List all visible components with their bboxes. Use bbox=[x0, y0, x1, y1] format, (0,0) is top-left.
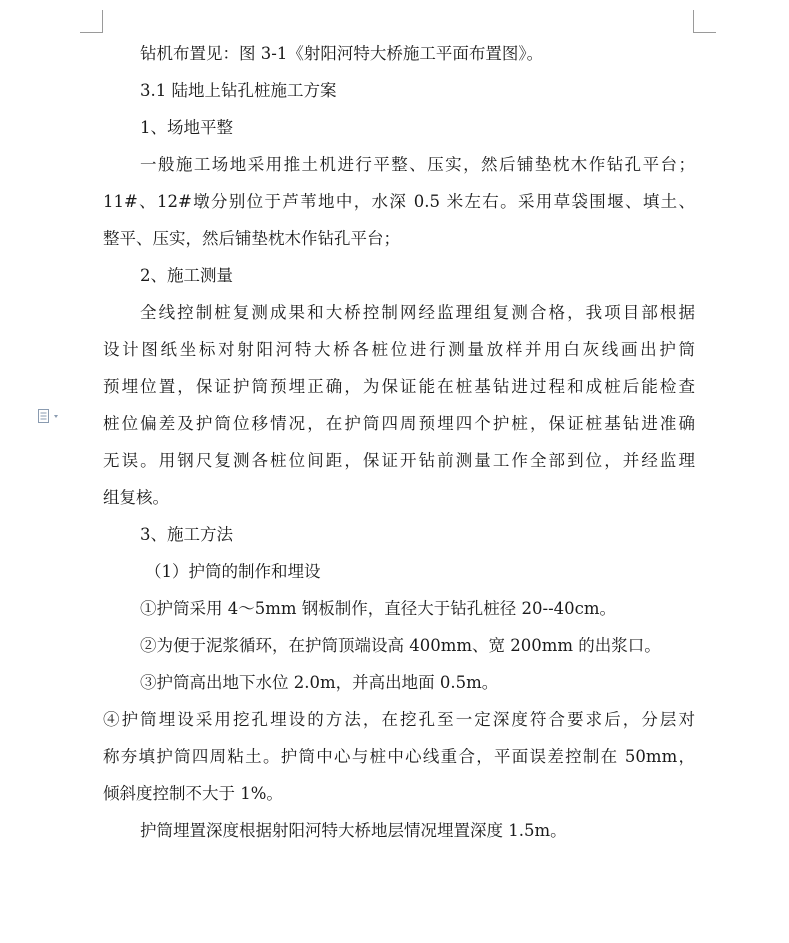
paragraph-survey-line-1: 全线控制桩复测成果和大桥控制网经监理组复测合格，我项目部根据 bbox=[140, 303, 695, 322]
heading-construction-method: 3、施工方法 bbox=[140, 525, 233, 544]
paragraph-survey-line-6: 组复核。 bbox=[103, 488, 169, 507]
item-casing-1: ①护筒采用 4～5mm 钢板制作，直径大于钻孔桩径 20--40cm。 bbox=[140, 599, 617, 618]
paragraph-site-leveling-line-1: 一般施工场地采用推土机进行平整、压实，然后铺垫枕木作钻孔平台； bbox=[140, 155, 695, 174]
item-casing-3: ③护筒高出地下水位 2.0m，并高出地面 0.5m。 bbox=[140, 673, 499, 692]
item-casing-2: ②为便于泥浆循环，在护筒顶端设高 400mm、宽 200mm 的出浆口。 bbox=[140, 636, 661, 655]
paragraph-survey-line-2: 设计图纸坐标对射阳河特大桥各桩位进行测量放样并用白灰线画出护筒 bbox=[103, 340, 695, 359]
paragraph-survey-line-5: 无误。用钢尺复测各桩位间距，保证开钻前测量工作全部到位，并经监理 bbox=[103, 451, 695, 470]
item-casing-4-line-2: 称夯填护筒四周粘土。护筒中心与桩中心线重合，平面误差控制在 50mm， bbox=[103, 747, 695, 766]
paragraph-survey-line-3: 预埋位置，保证护筒预埋正确，为保证能在桩基钻进过程和成桩后能检查 bbox=[103, 377, 695, 396]
item-casing-4-line-1: ④护筒埋设采用挖孔埋设的方法，在挖孔至一定深度符合要求后，分层对 bbox=[103, 710, 695, 729]
document-body bbox=[103, 35, 695, 849]
paragraph-survey-line-4: 桩位偏差及护筒位移情况，在护筒四周预埋四个护桩，保证桩基钻进准确 bbox=[103, 414, 695, 433]
item-casing-4-line-3: 倾斜度控制不大于 1%。 bbox=[103, 784, 283, 803]
section-heading-3-1: 3.1 陆地上钻孔桩施工方案 bbox=[140, 81, 337, 100]
paragraph-options-icon[interactable] bbox=[37, 408, 63, 424]
paragraph-casing-depth: 护筒埋置深度根据射阳河特大桥地层情况埋置深度 1.5m。 bbox=[140, 821, 567, 840]
paragraph-drill-layout: 钻机布置见：图 3-1《射阳河特大桥施工平面布置图》。 bbox=[140, 44, 544, 63]
subheading-casing: （1）护筒的制作和埋设 bbox=[145, 562, 321, 581]
heading-survey: 2、施工测量 bbox=[140, 266, 233, 285]
heading-site-leveling: 1、场地平整 bbox=[140, 118, 233, 137]
paragraph-site-leveling-line-3: 整平、压实，然后铺垫枕木作钻孔平台； bbox=[103, 229, 400, 248]
crop-mark-top-right bbox=[693, 10, 716, 33]
paragraph-site-leveling-line-2: 11#、12#墩分别位于芦苇地中，水深 0.5 米左右。采用草袋围堰、填土、 bbox=[103, 192, 695, 211]
crop-mark-top-left bbox=[80, 10, 103, 33]
